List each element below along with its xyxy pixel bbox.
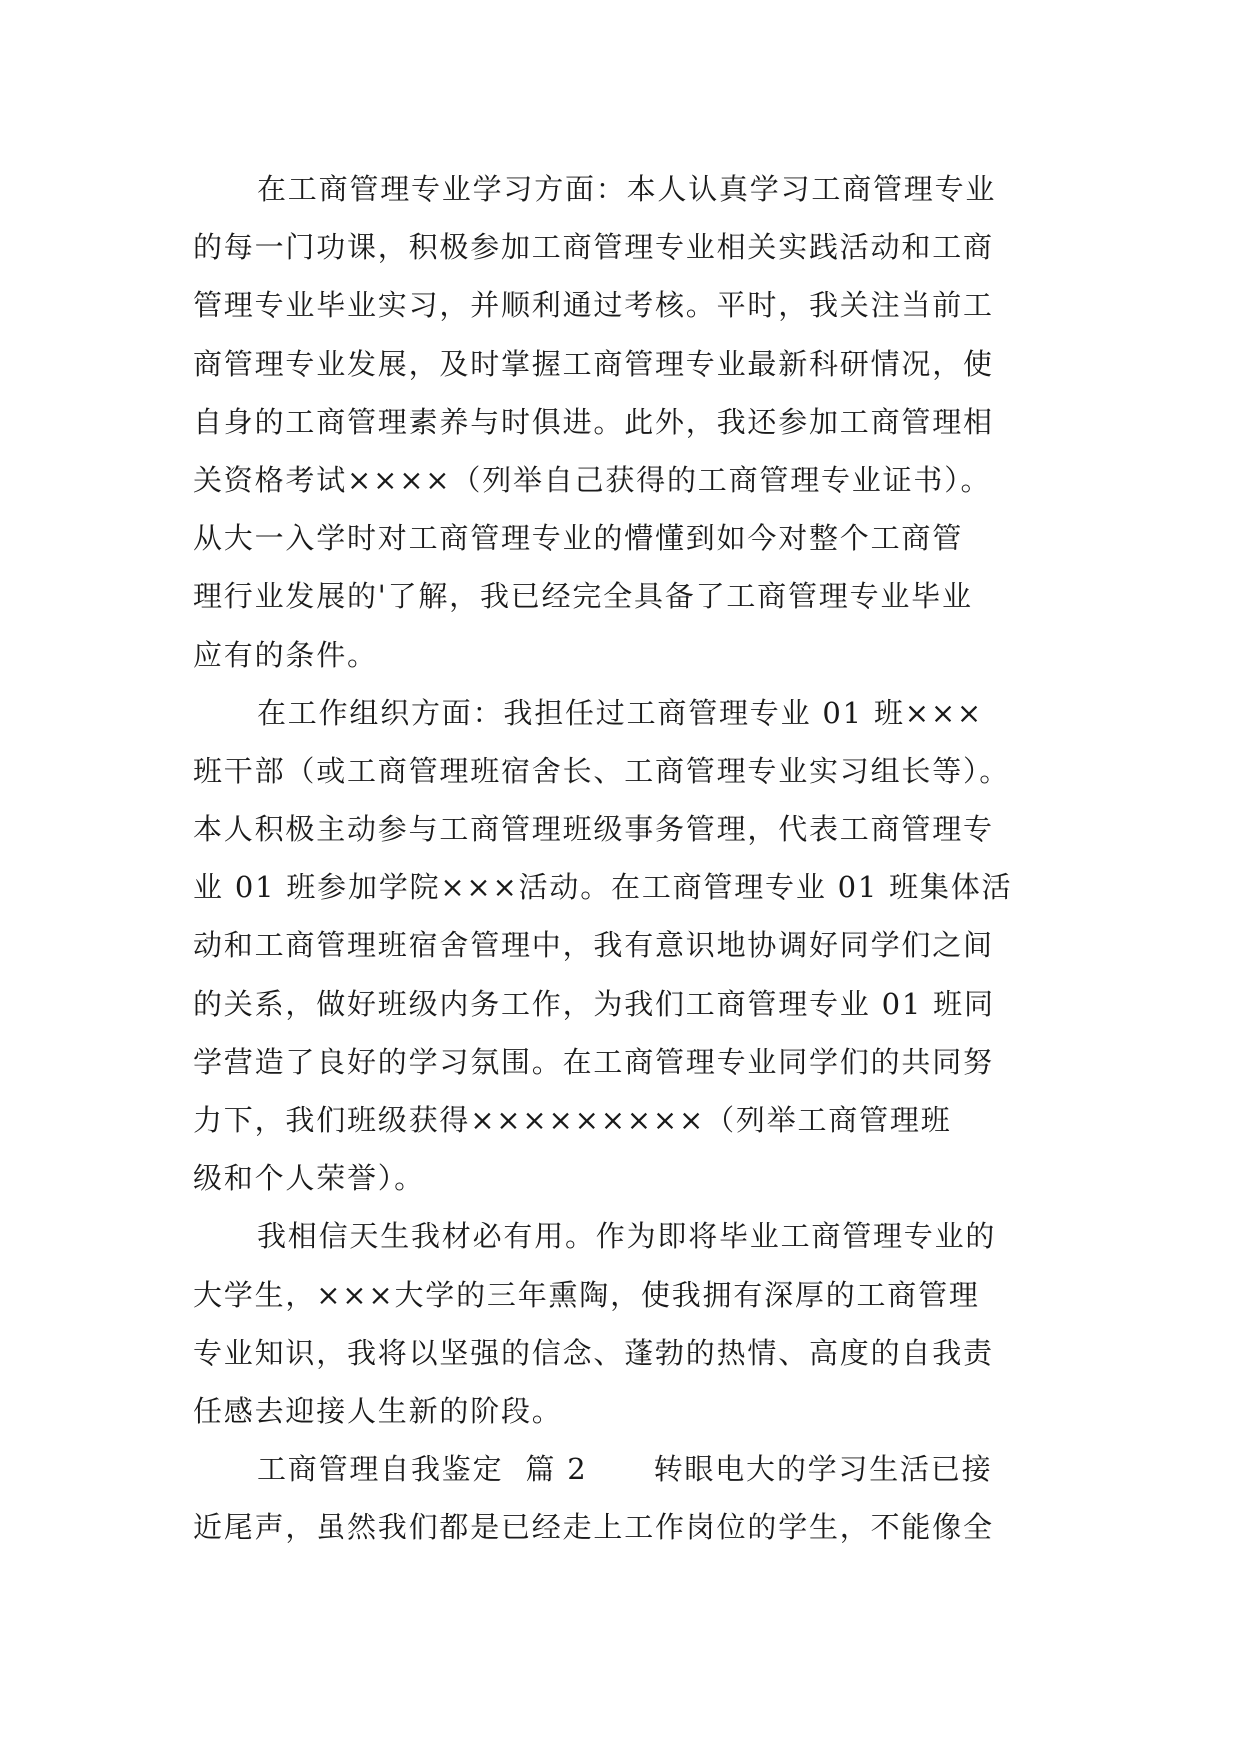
text-line: 本人积极主动参与工商管理班级事务管理，代表工商管理专 [193,812,994,847]
paragraph-conclusion [193,1207,1053,1440]
text-line: 学营造了良好的学习氛围。在工商管理专业同学们的共同努 [193,1044,994,1079]
paragraph-part-2 [193,1440,1053,1556]
text-line: 关资格考试××××（列举自己获得的工商管理专业证书）。 [193,462,992,497]
text-line: 商管理专业发展，及时掌握工商管理专业最新科研情况，使 [193,346,994,381]
text-line: 从大一入学时对工商管理专业的懵懂到如今对整个工商管 [193,521,964,556]
document-body [193,160,1053,1557]
paragraph-study [193,160,1053,684]
text-line: 在工作组织方面：我担任过工商管理专业 01 班××× [257,695,984,730]
paragraph-work-organization [193,684,1053,1208]
text-line: 工商管理自我鉴定 篇 2 转眼电大的学习生活已接 [257,1452,993,1487]
text-line: 级和个人荣誉）。 [193,1161,425,1196]
text-line: 理行业发展的'了解，我已经完全具备了工商管理专业毕业 [193,579,973,614]
text-line: 应有的条件。 [193,637,378,672]
text-line: 力下，我们班级获得×××××××××（列举工商管理班 [193,1103,952,1137]
text-line: 任感去迎接人生新的阶段。 [193,1393,563,1428]
text-line: 在工商管理专业学习方面：本人认真学习工商管理专业 [257,172,997,206]
text-line: 管理专业毕业实习，并顺利通过考核。平时，我关注当前工 [193,288,994,323]
text-line: 的关系，做好班级内务工作，为我们工商管理专业 01 班同 [193,986,995,1021]
text-line: 班干部（或工商管理班宿舍长、工商管理专业实习组长等）。 [193,753,1011,788]
text-line: 的每一门功课，积极参加工商管理专业相关实践活动和工商 [193,230,994,265]
text-line: 动和工商管理班宿舍管理中，我有意识地协调好同学们之间 [193,928,994,963]
text-line: 业 01 班参加学院×××活动。在工商管理专业 01 班集体活 [193,870,1013,905]
text-line: 近尾声，虽然我们都是已经走上工作岗位的学生，不能像全 [193,1510,994,1545]
text-line: 大学生，×××大学的三年熏陶，使我拥有深厚的工商管理 [193,1277,980,1312]
text-line: 专业知识，我将以坚强的信念、蓬勃的热情、高度的自我责 [193,1335,994,1370]
text-line: 自身的工商管理素养与时俱进。此外，我还参加工商管理相 [193,404,994,439]
text-line: 我相信天生我材必有用。作为即将毕业工商管理专业的 [257,1219,997,1254]
